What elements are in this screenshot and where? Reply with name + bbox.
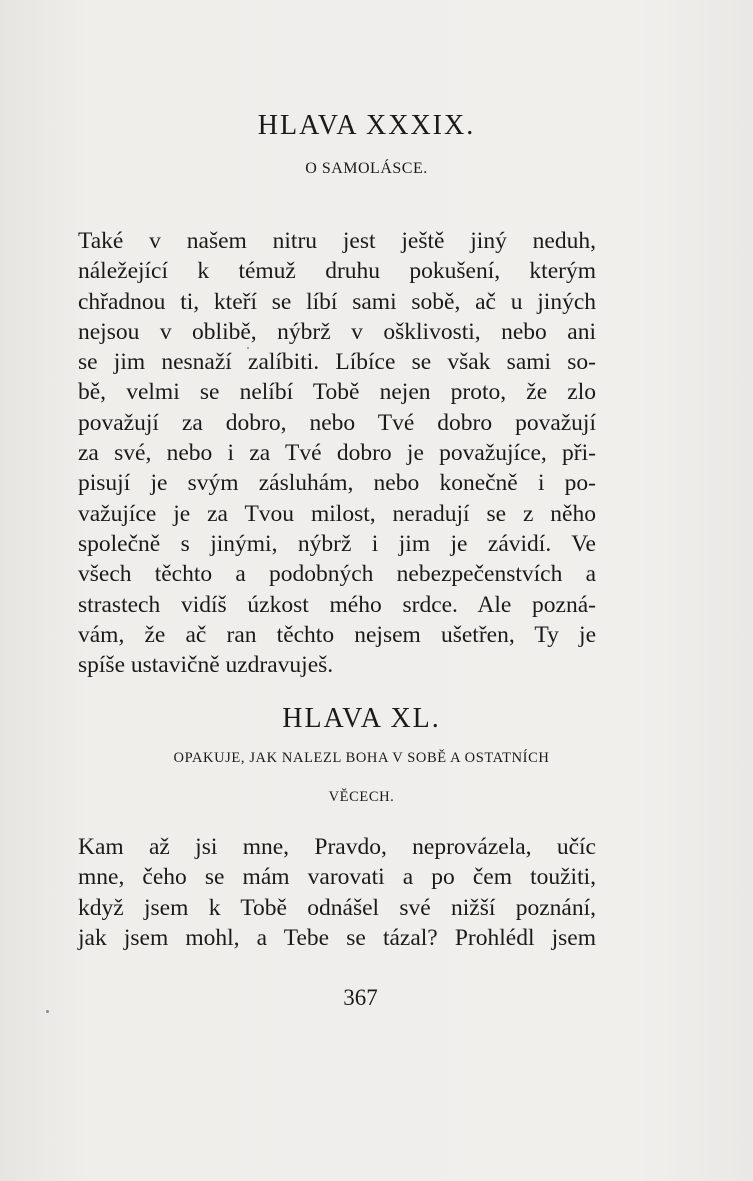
text-line: pisují je svým zásluhám, nebo konečně i po- xyxy=(78,470,596,497)
chapter-40-subtitle-line-1: OPAKUJE, JAK NALEZL BOHA V SOBĚ A OSTATNÍCH xyxy=(173,750,550,766)
paper-speck xyxy=(247,347,249,349)
text-line: náležející k témuž druhu pokušení, kterým xyxy=(78,258,596,285)
chapter-39-title: HLAVA XXXIX. xyxy=(257,110,476,141)
chapter-39-paragraph xyxy=(78,226,596,680)
chapter-39-subtitle: O SAMOLÁSCE. xyxy=(305,160,428,177)
text-line: spíše ustavičně uzdravuješ. xyxy=(78,652,334,679)
text-line: chřadnou ti, kteří se líbí sami sobě, ač u jiných xyxy=(78,288,596,315)
chapter-40-paragraph xyxy=(78,832,596,953)
text-line: Také v našem nitru jest ještě jiný neduh, xyxy=(78,228,596,254)
chapter-40-subtitle-line-2: VĚCECH. xyxy=(328,789,395,805)
paper-speck xyxy=(46,1010,49,1013)
text-line: společně s jinými, nýbrž i jim je závidí. Ve xyxy=(78,530,596,557)
text-line: nejsou v oblibě, nýbrž v ošklivosti, nebo ani xyxy=(78,318,596,345)
text-line: se jim nesnaží zalíbiti. Líbíce se však sami so- xyxy=(78,349,596,376)
text-line: mne, čeho se mám varovati a po čem toužiti, xyxy=(78,864,596,891)
text-line: važujíce je za Tvou milost, neradují se z něho xyxy=(78,500,596,527)
text-line: když jsem k Tobě odnášel své nižší poznání, xyxy=(78,894,596,921)
text-line: vám, že ač ran těchto nejsem ušetřen, Ty je xyxy=(78,621,596,648)
text-line: Kam až jsi mne, Pravdo, neprovázela, učíc xyxy=(78,834,596,860)
text-line: strastech vidíš úzkost mého srdce. Ale pozná- xyxy=(78,591,596,618)
text-line: bě, velmi se nelíbí Tobě nejen proto, že zlo xyxy=(78,379,596,406)
text-line: jak jsem mohl, a Tebe se tázal? Prohlédl jsem xyxy=(78,924,596,951)
text-line: považují za dobro, nebo Tvé dobro považují xyxy=(78,409,596,436)
text-line: za své, nebo i za Tvé dobro je považujíce, při- xyxy=(78,440,596,467)
chapter-40-title: HLAVA XL. xyxy=(282,703,441,734)
page-number: 367 xyxy=(343,985,378,1010)
text-line: všech těchto a podobných nebezpečenstvích a xyxy=(78,561,596,588)
